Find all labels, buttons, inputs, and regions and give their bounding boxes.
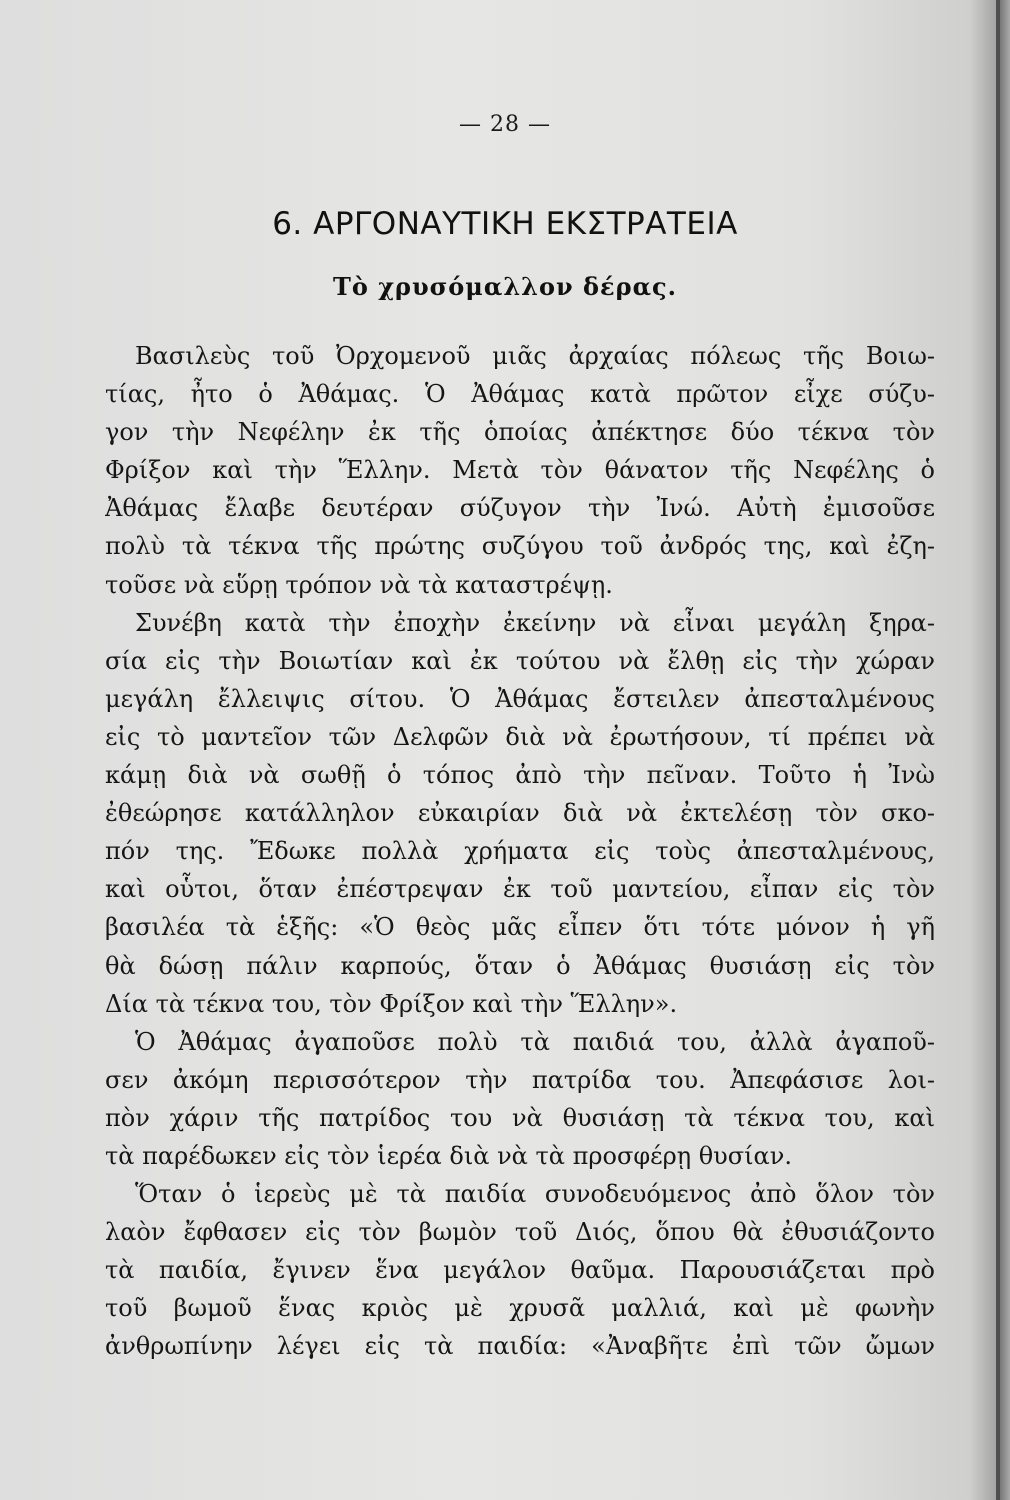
text-line: πόν της. Ἔδωκε πολλὰ χρήματα εἰς τοὺς ἀπεσταλμένους, <box>105 837 935 866</box>
text-line: Δία τὰ τέκνα του, τὸν Φρίξον καὶ τὴν Ἕλλην». <box>105 989 678 1018</box>
section-subtitle: Τὸ χρυσόμαλλον δέρας. <box>332 272 678 301</box>
text-line: ἐθεώρησε κατάλληλον εὐκαιρίαν διὰ νὰ ἐκτελέσῃ τὸν σκο- <box>105 799 935 828</box>
text-line: Ὁ Ἀθάμας ἀγαποῦσε πολὺ τὰ παιδιά του, ἀλλὰ ἀγαποῦ- <box>135 1027 935 1056</box>
text-line: μεγάλη ἔλλειψις σίτου. Ὁ Ἀθάμας ἔστειλεν ἀπεσταλμένους <box>105 684 935 713</box>
text-line: Βασιλεὺς τοῦ Ὀρχομενοῦ μιᾶς ἀρχαίας πόλεως τῆς Βοιω- <box>135 342 935 370</box>
chapter-title: 6. ΑΡΓΟΝΑΥΤΙΚΗ ΕΚΣΤΡΑΤΕΙΑ <box>272 206 738 242</box>
text-line: εἰς τὸ μαντεῖον τῶν Δελφῶν διὰ νὰ ἐρωτήσουν, τί πρέπει νὰ <box>105 722 935 751</box>
text-line: βασιλέα τὰ ἑξῆς: «Ὁ θεὸς μᾶς εἶπεν ὅτι τότε μόνον ἡ γῆ <box>105 913 935 942</box>
text-line: σία εἰς τὴν Βοιωτίαν καὶ ἐκ τούτου νὰ ἔλθῃ εἰς τὴν χώραν <box>105 646 935 675</box>
text-line: Ὅταν ὁ ἱερεὺς μὲ τὰ παιδία συνοδευόμενος ἀπὸ ὅλον τὸν <box>135 1180 935 1209</box>
text-line: καὶ οὗτοι, ὅταν ἐπέστρεψαν ἐκ τοῦ μαντείου, εἶπαν εἰς τὸν <box>105 875 935 904</box>
text-line: τὰ παρέδωκεν εἰς τὸν ἱερέα διὰ νὰ τὰ προσφέρῃ θυσίαν. <box>105 1141 792 1170</box>
body-text <box>105 337 935 1366</box>
text-line: τίας, ἦτο ὁ Ἀθάμας. Ὁ Ἀθάμας κατὰ πρῶτον εἶχε σύζυ- <box>105 380 935 409</box>
text-line: ἀνθρωπίνην λέγει εἰς τὰ παιδία: «Ἀναβῆτε ἐπὶ τῶν ὤμων <box>105 1332 935 1361</box>
text-line: Φρίξον καὶ τὴν Ἕλλην. Μετὰ τὸν θάνατον τῆς Νεφέλης ὁ <box>105 456 935 485</box>
text-line: λαὸν ἔφθασεν εἰς τὸν βωμὸν τοῦ Διός, ὅπου θὰ ἐθυσιάζοντο <box>105 1218 935 1247</box>
text-line: κάμῃ διὰ νὰ σωθῇ ὁ τόπος ἀπὸ τὴν πεῖναν. Τοῦτο ἡ Ἰνὼ <box>105 761 935 790</box>
text-line: σεν ἀκόμη περισσότερον τὴν πατρίδα του. Ἀπεφάσισε λοι- <box>105 1065 935 1094</box>
text-line: τὰ παιδία, ἔγινεν ἕνα μεγάλον θαῦμα. Παρουσιάζεται πρὸ <box>105 1256 935 1285</box>
text-line: τοῦ βωμοῦ ἕνας κριὸς μὲ χρυσᾶ μαλλιά, καὶ μὲ φωνὴν <box>105 1294 935 1323</box>
text-line: θὰ δώσῃ πάλιν καρπούς, ὅταν ὁ Ἀθάμας θυσιάσῃ εἰς τὸν <box>105 951 935 980</box>
text-line: γον τὴν Νεφέλην ἐκ τῆς ὁποίας ἀπέκτησε δύο τέκνα τὸν <box>105 418 935 447</box>
text-line: τοῦσε νὰ εὕρῃ τρόπον νὰ τὰ καταστρέψῃ. <box>105 570 613 599</box>
page-number: — 28 — <box>459 112 551 137</box>
text-line: Ἀθάμας ἔλαβε δευτέραν σύζυγον τὴν Ἰνώ. Αὐτὴ ἐμισοῦσε <box>105 494 935 523</box>
text-line: πὸν χάριν τῆς πατρίδος του νὰ θυσιάσῃ τὰ τέκνα του, καὶ <box>105 1103 935 1132</box>
text-line: Συνέβη κατὰ τὴν ἐποχὴν ἐκείνην νὰ εἶναι μεγάλη ξηρα- <box>135 608 935 637</box>
text-line: πολὺ τὰ τέκνα τῆς πρώτης συζύγου τοῦ ἀνδρός της, καὶ ἐζη- <box>105 532 935 561</box>
